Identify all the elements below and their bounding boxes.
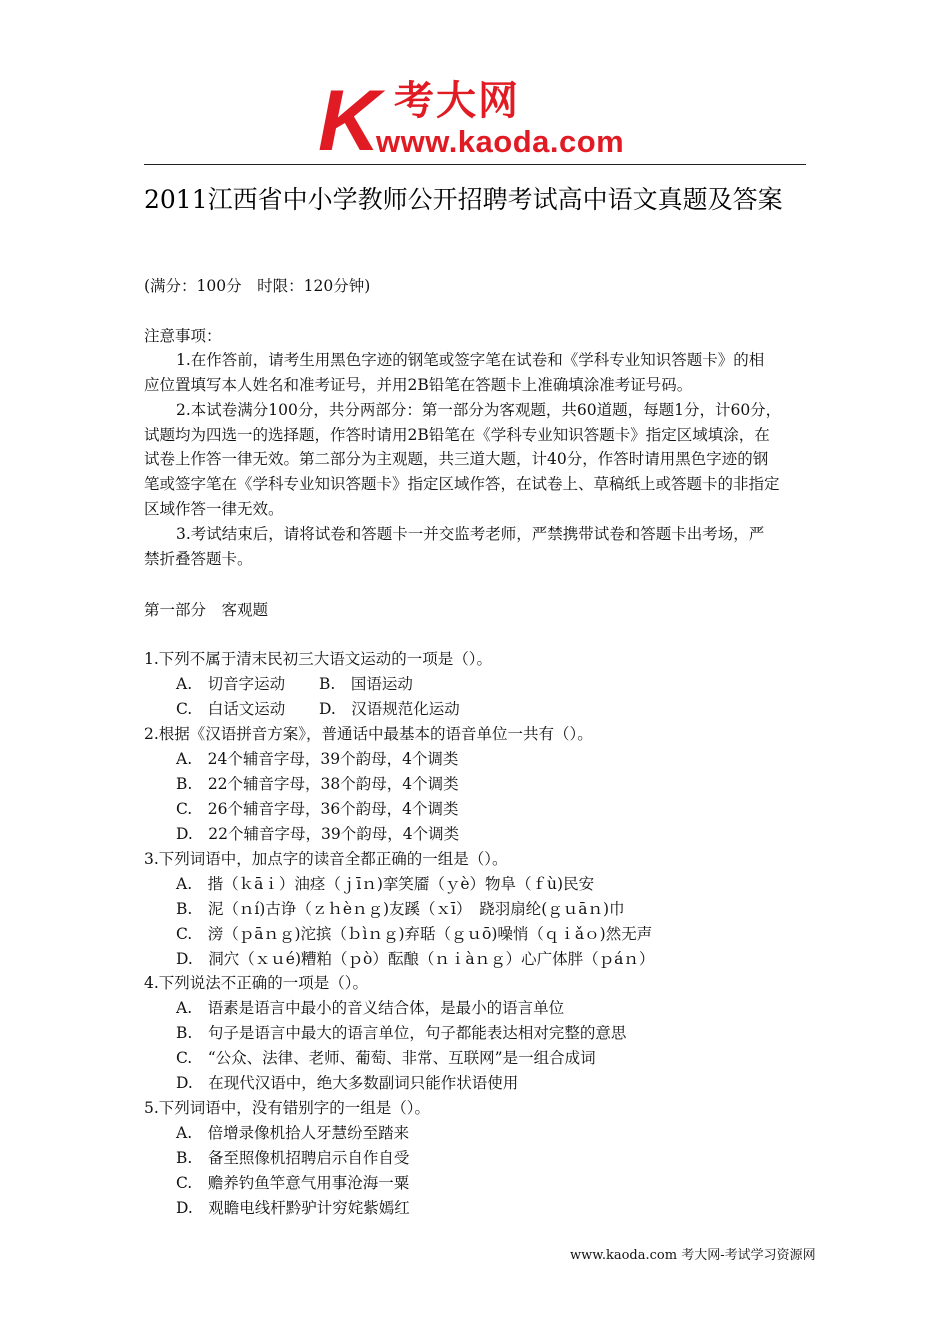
question-4-option-c: C. “公众、法律、老师、葡萄、非常、互联网”是一组合成词 <box>176 1049 596 1067</box>
logo-k-mark: K <box>318 73 381 169</box>
question-1-option-c: C. 白话文运动 <box>176 700 286 718</box>
kaoda-logo <box>318 73 648 169</box>
notice-line: 应位置填写本人姓名和准考证号，并用2B铅笔在答题卡上准确填涂准考证号码。 <box>144 375 693 394</box>
notice-line: 试卷上作答一律无效。第二部分为主观题，共三道大题，计40分，作答时请用黑色字迹的钢 <box>144 450 769 469</box>
question-1-stem: 1.下列不属于清末民初三大语文运动的一项是（）。 <box>144 650 493 668</box>
question-2-option-b: B. 22个辅音字母，38个韵母，4个调类 <box>176 775 459 793</box>
notice-line: 区域作答一律无效。 <box>144 499 284 518</box>
question-5-option-d: D. 观瞻电线杆黔驴计穷姹紫嫣红 <box>176 1199 410 1217</box>
question-1-option-b: B. 国语运动 <box>319 675 413 693</box>
question-1-option-d: D. 汉语规范化运动 <box>319 700 460 718</box>
notice-line: 禁折叠答题卡。 <box>144 549 253 568</box>
exam-info: (满分：100分 时限：120分钟) <box>144 277 371 295</box>
question-2-option-a: A. 24个辅音字母，39个韵母，4个调类 <box>176 750 459 768</box>
question-3-option-b: B. 泥（ｎí)古诤（ｚｈèｎｇ)友蹊（ｘī） 跷羽扇纶(ｇｕāｎ)巾 <box>176 900 625 918</box>
question-2-stem: 2.根据《汉语拼音方案》，普通话中最基本的语音单位一共有（）。 <box>144 725 593 743</box>
logo-url: www.kaoda.com <box>376 124 625 159</box>
notice-item-2 <box>144 398 806 522</box>
question-1-option-a: A. 切音字运动 <box>176 675 286 693</box>
question-3-option-a: A. 揩（ｋāｉ）油痉（ｊīｎ)挛笑靥（ｙè）物阜（ｆù)民安 <box>176 875 595 893</box>
question-4-option-d: D. 在现代汉语中，绝大多数副词只能作状语使用 <box>176 1074 519 1092</box>
page-footer: www.kaoda.com 考大网-考试学习资源网 <box>570 1248 816 1263</box>
question-4-option-a: A. 语素是语言中最小的音义结合体，是最小的语言单位 <box>176 999 565 1017</box>
notice-item-3 <box>144 522 806 571</box>
question-3-stem: 3.下列词语中，加点字的读音全都正确的一组是（）。 <box>144 850 508 868</box>
question-4-stem: 4.下列说法不正确的一项是（）。 <box>144 974 369 992</box>
notice-line: 2.本试卷满分100分，共分两部分：第一部分为客观题，共60道题，每题1分，计60分， <box>176 401 782 419</box>
question-3-option-d: D. 洞穴（ｘｕé)糟粕（ｐò）酝酿（ｎｉàｎｇ）心广体胖（ｐáｎ） <box>176 950 655 968</box>
document-title: 2011江西省中小学教师公开招聘考试高中语文真题及答案 <box>144 185 783 214</box>
notice-line: 试题均为四选一的选择题，作答时请用2B铅笔在《学科专业知识答题卡》指定区域填涂，在 <box>144 425 770 444</box>
question-4-option-b: B. 句子是语言中最大的语言单位，句子都能表达相对完整的意思 <box>176 1024 627 1042</box>
notice-line: 3.考试结束后，请将试卷和答题卡一并交监考老师，严禁携带试卷和答题卡出考场，严 <box>176 525 765 543</box>
question-2-option-d: D. 22个辅音字母，39个韵母，4个调类 <box>176 825 460 843</box>
notice-item-1 <box>144 348 806 397</box>
notice-heading: 注意事项： <box>144 327 222 345</box>
question-3-option-c: C. 滂（ｐāｎｇ)沱摈（ｂìｎｇ)弃聒（ｇｕō)噪悄（ｑｉǎｏ)然无声 <box>176 925 653 943</box>
question-5-stem: 5.下列词语中，没有错别字的一组是（）。 <box>144 1099 431 1117</box>
section-heading: 第一部分 客观题 <box>144 601 269 619</box>
question-5-option-b: B. 备至照像机招聘启示自作自受 <box>176 1149 410 1167</box>
question-5-option-a: A. 倍增录像机拾人牙慧纷至踏来 <box>176 1124 410 1142</box>
question-2-option-c: C. 26个辅音字母，36个韵母，4个调类 <box>176 800 459 818</box>
header-divider <box>144 164 806 165</box>
question-5-option-c: C. 赡养钓鱼竿意气用事沧海一粟 <box>176 1174 410 1192</box>
notice-line: 1.在作答前，请考生用黑色字迹的钢笔或签字笔在试卷和《学科专业知识答题卡》的相 <box>176 351 765 369</box>
logo-name: 考大网 <box>394 78 520 124</box>
notice-line: 笔或签字笔在《学科专业知识答题卡》指定区域作答，在试卷上、草稿纸上或答题卡的非指定 <box>144 475 780 494</box>
